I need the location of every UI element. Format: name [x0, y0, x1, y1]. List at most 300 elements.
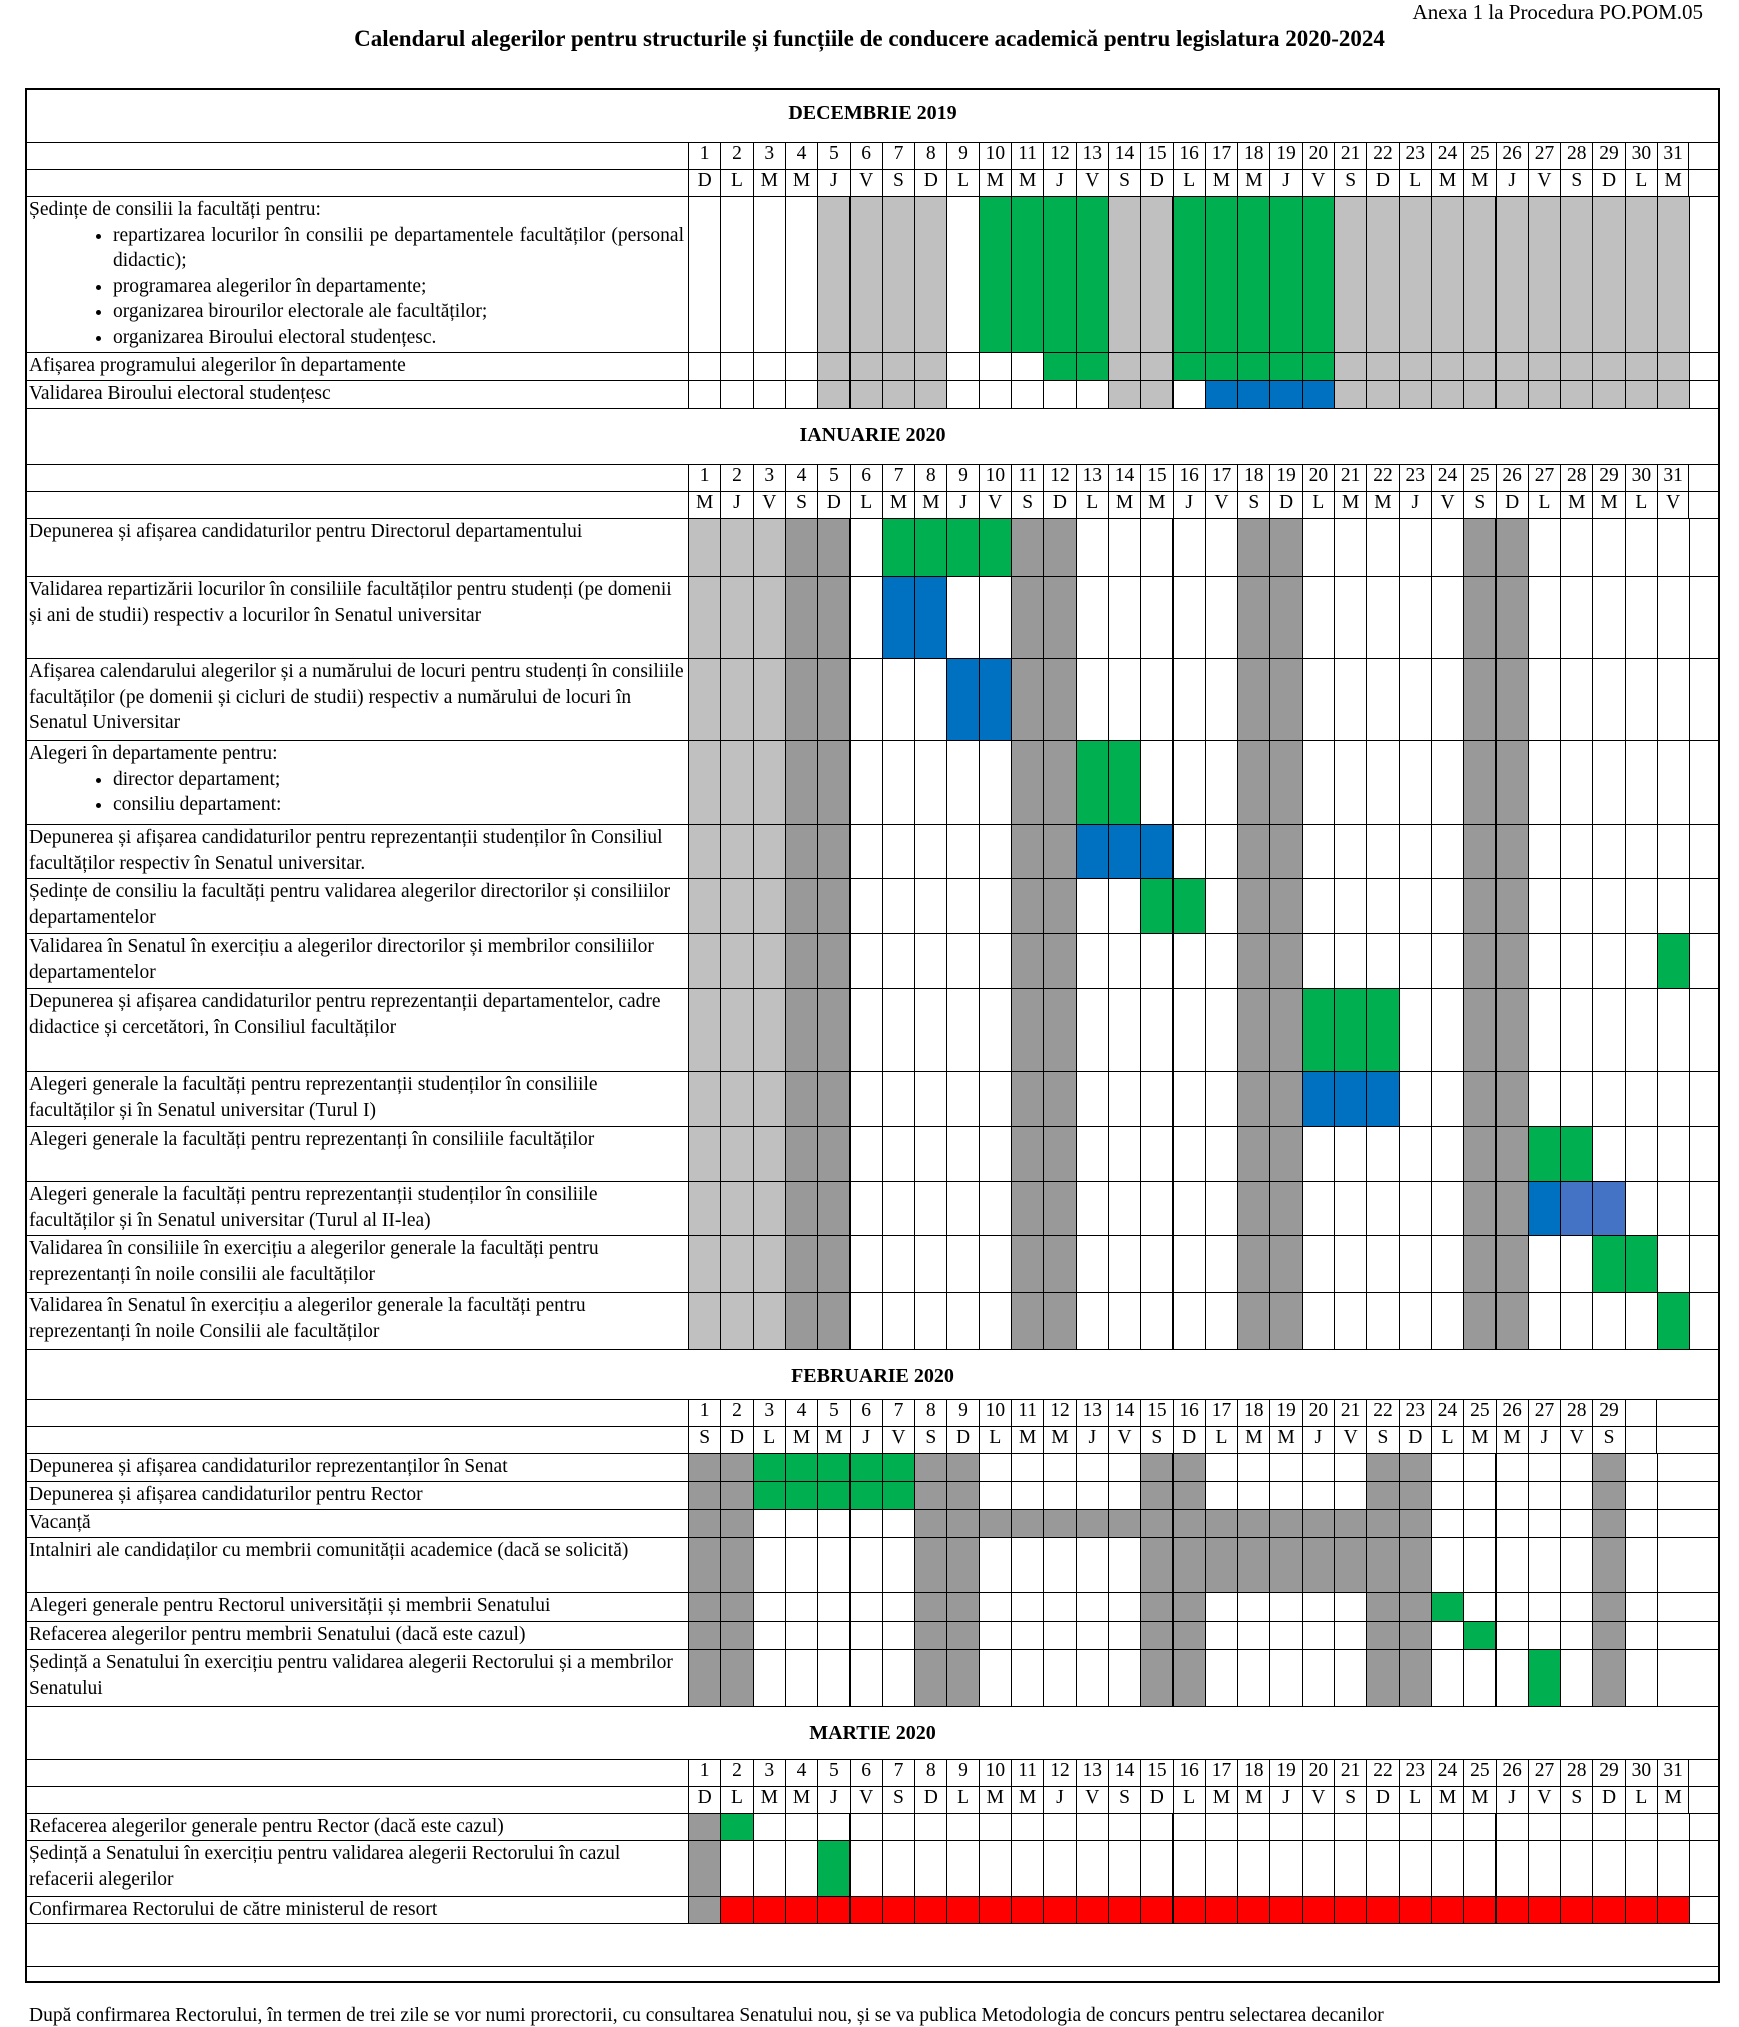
task-label: Depunerea și afișarea candidaturilor pentru Rector — [29, 1484, 423, 1505]
schedule-cell — [1528, 1592, 1561, 1622]
day-number: 28 — [1560, 142, 1592, 169]
schedule-cell — [1528, 1813, 1561, 1841]
schedule-cell — [882, 740, 915, 825]
day-number: 2 — [720, 464, 752, 491]
schedule-cell — [1173, 878, 1206, 934]
schedule-cell — [979, 1181, 1012, 1236]
weekday-letter: J — [1043, 1786, 1075, 1813]
schedule-cell — [979, 576, 1012, 659]
schedule-cell — [1108, 988, 1141, 1072]
month-header: MARTIE 2020 — [809, 1722, 936, 1744]
schedule-cell — [946, 196, 979, 353]
schedule-cell — [1366, 988, 1399, 1072]
weekday-letter: M — [817, 1426, 849, 1453]
schedule-cell — [785, 1813, 818, 1841]
schedule-cell — [720, 352, 753, 381]
schedule-cell — [1657, 1813, 1690, 1841]
schedule-cell — [1366, 878, 1399, 934]
schedule-cell — [1173, 658, 1206, 741]
schedule-cell — [1366, 1481, 1399, 1510]
schedule-cell — [1334, 1621, 1367, 1650]
day-number: 20 — [1302, 464, 1334, 491]
schedule-cell — [1140, 988, 1173, 1072]
schedule-cell — [1108, 1071, 1141, 1127]
day-number: 22 — [1366, 1759, 1398, 1786]
schedule-cell — [1657, 933, 1690, 989]
schedule-cell — [1108, 576, 1141, 659]
schedule-cell — [1592, 933, 1625, 989]
schedule-cell — [1108, 740, 1141, 825]
schedule-cell — [850, 1813, 883, 1841]
task-label: Depunerea și afișarea candidaturilor pentru reprezentanții departamentelor, cadre didactice și cercetători, în Consiliul facultăților — [29, 991, 661, 1038]
schedule-cell — [1334, 518, 1367, 577]
schedule-cell — [1108, 1453, 1141, 1482]
schedule-cell — [1140, 1509, 1173, 1538]
schedule-cell — [753, 740, 786, 825]
weekday-letter: V — [753, 491, 785, 518]
schedule-cell — [1560, 1181, 1593, 1236]
schedule-cell — [785, 1071, 818, 1127]
schedule-cell — [1592, 1126, 1625, 1182]
schedule-cell — [720, 1181, 753, 1236]
schedule-cell — [785, 1840, 818, 1897]
schedule-cell — [882, 196, 915, 353]
weekday-letter: V — [1076, 1786, 1108, 1813]
schedule-cell — [1463, 1621, 1496, 1650]
weekday-letter: D — [1043, 491, 1075, 518]
schedule-cell — [946, 1537, 979, 1593]
schedule-cell — [1334, 352, 1367, 381]
schedule-cell — [1431, 1537, 1464, 1593]
schedule-cell — [1560, 824, 1593, 879]
schedule-cell — [1560, 1537, 1593, 1593]
weekday-letter: S — [914, 1426, 946, 1453]
schedule-cell — [1205, 1292, 1238, 1350]
weekday-letter: M — [1592, 491, 1624, 518]
schedule-cell — [1463, 352, 1496, 381]
schedule-cell — [1140, 1292, 1173, 1350]
schedule-cell — [1528, 576, 1561, 659]
task-label: Validarea în Senatul în exercițiu a alegerilor directorilor și membrilor consiliilor departamentelor — [29, 936, 654, 983]
schedule-cell — [1334, 1181, 1367, 1236]
day-number: 24 — [1431, 142, 1463, 169]
schedule-cell — [914, 1649, 947, 1707]
weekday-letter: M — [1043, 1426, 1075, 1453]
schedule-cell — [720, 1592, 753, 1622]
weekday-letter: S — [1560, 169, 1592, 196]
schedule-cell — [946, 1292, 979, 1350]
schedule-cell — [1560, 1592, 1593, 1622]
schedule-cell — [1528, 988, 1561, 1072]
day-number: 29 — [1592, 464, 1624, 491]
day-number: 18 — [1237, 142, 1269, 169]
day-number: 21 — [1334, 464, 1366, 491]
schedule-cell — [1269, 1840, 1302, 1897]
schedule-cell — [1140, 380, 1173, 409]
schedule-cell — [1173, 1071, 1206, 1127]
schedule-cell — [688, 1813, 721, 1841]
schedule-cell — [1399, 380, 1432, 409]
schedule-cell — [720, 518, 753, 577]
schedule-cell — [882, 518, 915, 577]
weekday-letter: D — [1140, 1786, 1172, 1813]
row-divider — [27, 491, 1718, 492]
schedule-cell — [1431, 576, 1464, 659]
schedule-cell — [1592, 380, 1625, 409]
footer-note: După confirmarea Rectorului, în termen de trei zile se vor numi prorectorii, cu consultarea Senatului nou, și se va publica Metodologia de concurs pentru selectarea decanilor — [29, 2005, 1384, 2026]
schedule-cell — [1043, 1840, 1076, 1897]
schedule-cell — [1463, 878, 1496, 934]
schedule-cell — [753, 352, 786, 381]
schedule-cell — [1043, 1453, 1076, 1482]
schedule-cell — [979, 740, 1012, 825]
schedule-cell — [1076, 988, 1109, 1072]
schedule-cell — [1496, 1537, 1529, 1593]
schedule-cell — [1560, 1896, 1593, 1924]
schedule-cell — [1108, 196, 1141, 353]
day-number: 23 — [1399, 1399, 1431, 1426]
day-number: 1 — [688, 142, 720, 169]
schedule-cell — [1592, 1481, 1625, 1510]
schedule-cell — [1560, 740, 1593, 825]
schedule-cell — [1528, 1840, 1561, 1897]
schedule-cell — [1302, 576, 1335, 659]
day-number: 4 — [785, 1399, 817, 1426]
schedule-cell — [1334, 576, 1367, 659]
day-number: 16 — [1173, 1399, 1205, 1426]
schedule-cell — [1463, 988, 1496, 1072]
schedule-cell — [914, 1509, 947, 1538]
day-number: 7 — [882, 464, 914, 491]
schedule-cell — [1302, 1292, 1335, 1350]
schedule-cell — [1011, 1621, 1044, 1650]
schedule-cell — [1431, 1292, 1464, 1350]
schedule-cell — [720, 1509, 753, 1538]
schedule-cell — [1399, 352, 1432, 381]
schedule-cell — [850, 658, 883, 741]
day-number: 1 — [688, 464, 720, 491]
schedule-cell — [753, 1453, 786, 1482]
schedule-cell — [720, 1896, 753, 1924]
schedule-cell — [785, 1481, 818, 1510]
schedule-cell — [785, 1621, 818, 1650]
schedule-cell — [1237, 1181, 1270, 1236]
schedule-cell — [1108, 658, 1141, 741]
schedule-cell — [1528, 1071, 1561, 1127]
weekday-letter: M — [1237, 1786, 1269, 1813]
schedule-cell — [914, 1071, 947, 1127]
schedule-cell — [1560, 1621, 1593, 1650]
weekday-letter: D — [1592, 169, 1624, 196]
schedule-cell — [1560, 518, 1593, 577]
day-number: 3 — [753, 1399, 785, 1426]
schedule-cell — [1205, 380, 1238, 409]
schedule-cell — [1043, 1896, 1076, 1924]
day-number: 17 — [1205, 1399, 1237, 1426]
schedule-cell — [1140, 196, 1173, 353]
schedule-cell — [688, 1896, 721, 1924]
weekday-letter: M — [1657, 169, 1689, 196]
schedule-cell — [1528, 824, 1561, 879]
day-number: 13 — [1076, 1759, 1108, 1786]
schedule-cell — [1625, 1896, 1658, 1924]
schedule-cell — [1528, 1621, 1561, 1650]
schedule-cell — [1592, 658, 1625, 741]
schedule-cell — [1269, 1813, 1302, 1841]
day-number: 15 — [1140, 142, 1172, 169]
schedule-cell — [1625, 1813, 1658, 1841]
schedule-cell — [1528, 740, 1561, 825]
day-number: 17 — [1205, 1759, 1237, 1786]
schedule-cell — [753, 1235, 786, 1293]
day-number: 5 — [817, 1399, 849, 1426]
schedule-cell — [785, 933, 818, 989]
schedule-cell — [688, 933, 721, 989]
schedule-cell — [1560, 1292, 1593, 1350]
schedule-cell — [946, 1840, 979, 1897]
schedule-cell — [1076, 933, 1109, 989]
weekday-letter: M — [1011, 1426, 1043, 1453]
schedule-cell — [850, 1509, 883, 1538]
weekday-letter: S — [882, 1786, 914, 1813]
schedule-cell — [817, 740, 850, 825]
schedule-cell — [979, 1481, 1012, 1510]
schedule-cell — [1140, 1071, 1173, 1127]
task-label: Ședință a Senatului în exercițiu pentru validarea alegerii Rectorului în cazul refacerii alegerilor — [29, 1843, 621, 1890]
schedule-cell — [1173, 1292, 1206, 1350]
schedule-cell — [753, 1896, 786, 1924]
task-label: Refacerea alegerilor pentru membrii Senatului (dacă este cazul) — [29, 1624, 526, 1645]
schedule-cell — [1496, 576, 1529, 659]
schedule-cell — [1302, 1126, 1335, 1182]
day-number: 11 — [1011, 142, 1043, 169]
schedule-cell — [850, 1592, 883, 1622]
schedule-cell — [979, 380, 1012, 409]
task-label: Ședințe de consilii la facultăți pentru: • repartizarea locurilor în consilii pe departamentele facultăților (personal didactic); • programarea alegerilor în departamente; • organizarea birourilor electorale ale facultăților; • organizarea Biroului electoral studențesc. — [29, 197, 684, 350]
schedule-cell — [1334, 1292, 1367, 1350]
schedule-cell — [1302, 196, 1335, 353]
schedule-cell — [1011, 878, 1044, 934]
schedule-cell — [1237, 1592, 1270, 1622]
weekday-letter: J — [1302, 1426, 1334, 1453]
schedule-cell — [817, 1649, 850, 1707]
schedule-cell — [1173, 933, 1206, 989]
schedule-cell — [946, 1813, 979, 1841]
weekday-letter: M — [1269, 1426, 1301, 1453]
schedule-cell — [979, 933, 1012, 989]
schedule-cell — [979, 1649, 1012, 1707]
schedule-cell — [1237, 1071, 1270, 1127]
day-number: 15 — [1140, 464, 1172, 491]
schedule-cell — [1140, 878, 1173, 934]
schedule-cell — [1592, 740, 1625, 825]
schedule-cell — [1592, 1840, 1625, 1897]
day-number: 25 — [1463, 464, 1495, 491]
day-number: 7 — [882, 1759, 914, 1786]
schedule-cell — [1076, 1621, 1109, 1650]
schedule-cell — [1657, 576, 1690, 659]
schedule-cell — [1076, 1592, 1109, 1622]
schedule-cell — [1657, 1181, 1690, 1236]
schedule-cell — [720, 740, 753, 825]
schedule-cell — [1592, 1292, 1625, 1350]
schedule-cell — [979, 1840, 1012, 1897]
weekday-letter: M — [882, 491, 914, 518]
schedule-cell — [1592, 196, 1625, 353]
schedule-cell — [1560, 352, 1593, 381]
schedule-cell — [720, 1126, 753, 1182]
schedule-cell — [1237, 1621, 1270, 1650]
weekday-letter: D — [946, 1426, 978, 1453]
schedule-cell — [979, 1453, 1012, 1482]
weekday-letter: J — [1269, 169, 1301, 196]
schedule-cell — [785, 518, 818, 577]
day-number: 14 — [1108, 142, 1140, 169]
schedule-cell — [914, 988, 947, 1072]
schedule-cell — [817, 576, 850, 659]
schedule-cell — [1431, 1509, 1464, 1538]
schedule-cell — [1657, 1292, 1690, 1350]
schedule-cell — [688, 1235, 721, 1293]
day-number: 13 — [1076, 1399, 1108, 1426]
schedule-cell — [1043, 1292, 1076, 1350]
schedule-cell — [1431, 933, 1464, 989]
schedule-cell — [850, 576, 883, 659]
schedule-cell — [1366, 1071, 1399, 1127]
weekday-letter — [1625, 1426, 1657, 1453]
weekday-letter: V — [1108, 1426, 1140, 1453]
schedule-cell — [1463, 1509, 1496, 1538]
schedule-cell — [914, 878, 947, 934]
schedule-cell — [979, 1621, 1012, 1650]
schedule-cell — [1237, 352, 1270, 381]
schedule-cell — [1528, 1896, 1561, 1924]
weekday-letter: D — [1140, 169, 1172, 196]
schedule-cell — [1560, 1453, 1593, 1482]
schedule-cell — [785, 380, 818, 409]
schedule-cell — [1592, 352, 1625, 381]
schedule-cell — [1366, 518, 1399, 577]
schedule-cell — [1043, 658, 1076, 741]
schedule-cell — [882, 1896, 915, 1924]
schedule-cell — [1205, 878, 1238, 934]
schedule-cell — [1043, 196, 1076, 353]
schedule-cell — [1431, 352, 1464, 381]
day-number: 3 — [753, 142, 785, 169]
day-number: 29 — [1592, 1399, 1624, 1426]
schedule-cell — [753, 196, 786, 353]
schedule-cell — [1076, 658, 1109, 741]
schedule-cell — [1431, 1896, 1464, 1924]
schedule-cell — [1496, 196, 1529, 353]
schedule-cell — [979, 196, 1012, 353]
schedule-cell — [1625, 988, 1658, 1072]
schedule-cell — [1463, 1896, 1496, 1924]
day-number: 22 — [1366, 1399, 1398, 1426]
schedule-cell — [1205, 1126, 1238, 1182]
weekday-letter: M — [753, 1786, 785, 1813]
schedule-cell — [1269, 352, 1302, 381]
day-number: 1 — [688, 1399, 720, 1426]
schedule-cell — [1625, 352, 1658, 381]
schedule-cell — [817, 1126, 850, 1182]
schedule-cell — [1076, 1509, 1109, 1538]
day-number: 7 — [882, 1399, 914, 1426]
weekday-letter: M — [1011, 169, 1043, 196]
weekday-letter: M — [979, 169, 1011, 196]
schedule-cell — [1140, 1813, 1173, 1841]
schedule-cell — [914, 1126, 947, 1182]
schedule-cell — [1496, 1481, 1529, 1510]
schedule-cell — [1463, 380, 1496, 409]
schedule-cell — [1173, 1509, 1206, 1538]
schedule-cell — [850, 1235, 883, 1293]
schedule-cell — [688, 824, 721, 879]
schedule-cell — [946, 658, 979, 741]
weekday-letter: M — [1334, 491, 1366, 518]
schedule-cell — [850, 1071, 883, 1127]
schedule-cell — [1108, 1235, 1141, 1293]
schedule-cell — [1043, 988, 1076, 1072]
schedule-cell — [1334, 1592, 1367, 1622]
schedule-cell — [1205, 576, 1238, 659]
schedule-cell — [1011, 518, 1044, 577]
schedule-cell — [882, 658, 915, 741]
task-label: Alegeri generale pentru Rectorul universității și membrii Senatului — [29, 1595, 551, 1616]
schedule-cell — [1043, 1235, 1076, 1293]
schedule-cell — [1366, 380, 1399, 409]
schedule-cell — [1140, 1235, 1173, 1293]
schedule-cell — [1399, 658, 1432, 741]
schedule-cell — [1399, 1537, 1432, 1593]
schedule-cell — [688, 1481, 721, 1510]
schedule-cell — [1140, 1453, 1173, 1482]
schedule-cell — [850, 988, 883, 1072]
row-divider — [27, 1706, 1718, 1707]
schedule-cell — [1657, 352, 1690, 381]
schedule-cell — [882, 1840, 915, 1897]
schedule-cell — [1043, 352, 1076, 381]
schedule-cell — [688, 1292, 721, 1350]
schedule-cell — [1592, 1537, 1625, 1593]
schedule-cell — [1625, 1453, 1658, 1482]
schedule-cell — [1399, 988, 1432, 1072]
schedule-cell — [1625, 380, 1658, 409]
schedule-cell — [946, 1592, 979, 1622]
weekday-letter: J — [850, 1426, 882, 1453]
weekday-letter: V — [1076, 169, 1108, 196]
schedule-cell — [1011, 352, 1044, 381]
schedule-cell — [1592, 1592, 1625, 1622]
schedule-cell — [1011, 933, 1044, 989]
schedule-cell — [1496, 1292, 1529, 1350]
schedule-cell — [1269, 1292, 1302, 1350]
schedule-cell — [1528, 1481, 1561, 1510]
weekday-letter: M — [1657, 1786, 1689, 1813]
task-label: Afișarea calendarului alegerilor și a numărului de locuri pentru studenți în consiliile facultăților (pe domenii și cicluri de studii) respectiv a numărului de locuri în Senatul Universitar — [29, 661, 684, 733]
schedule-cell — [1140, 1896, 1173, 1924]
schedule-cell — [1625, 1235, 1658, 1293]
schedule-cell — [1205, 1813, 1238, 1841]
schedule-cell — [1140, 1649, 1173, 1707]
schedule-cell — [1657, 878, 1690, 934]
weekday-letter: L — [720, 169, 752, 196]
day-number: 26 — [1496, 142, 1528, 169]
schedule-cell — [1043, 1126, 1076, 1182]
day-number: 3 — [753, 464, 785, 491]
weekday-letter: M — [1463, 1786, 1495, 1813]
schedule-cell — [1399, 1840, 1432, 1897]
